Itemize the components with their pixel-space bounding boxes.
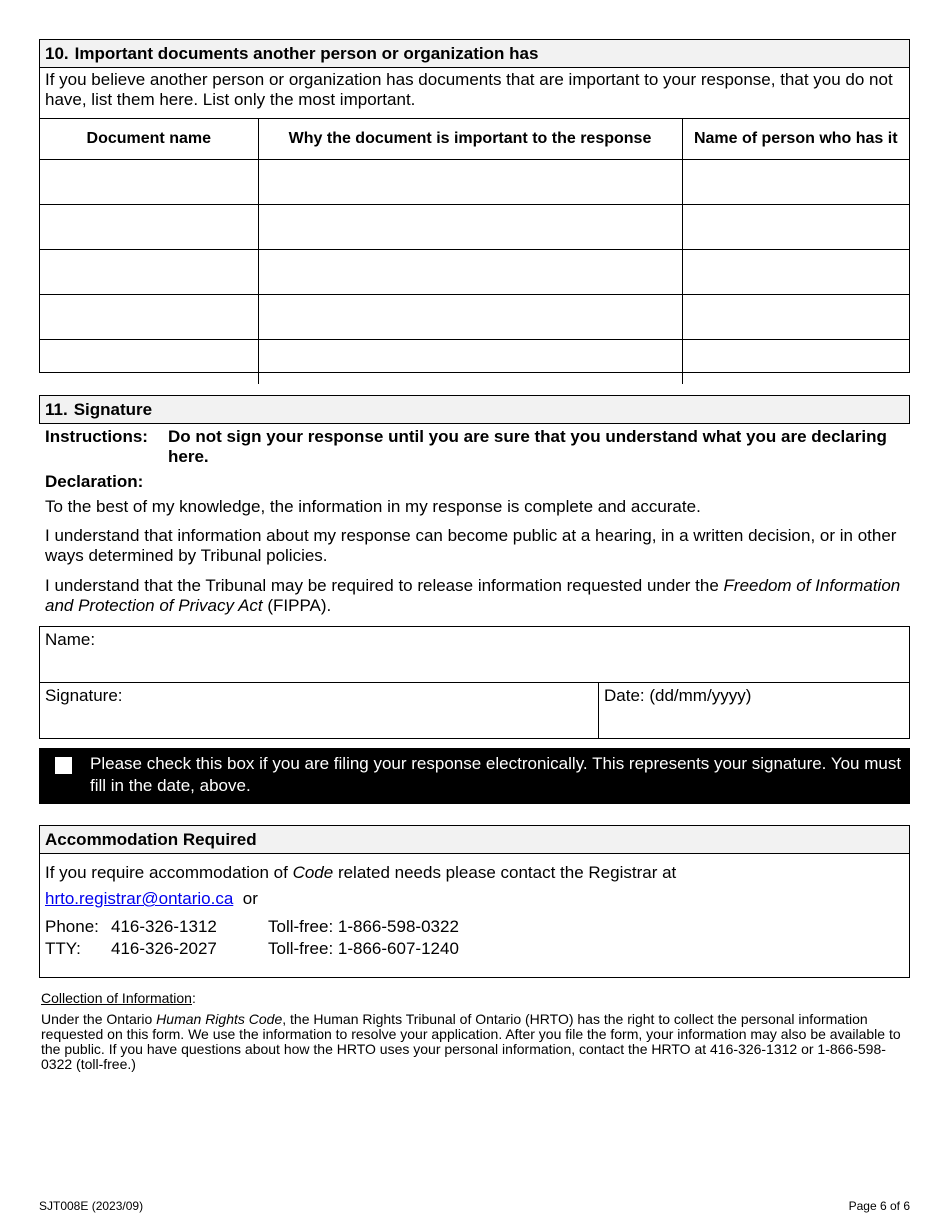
person-name-input[interactable] [684,251,909,293]
section-11-number: 11. [45,400,68,419]
instructions-label: Instructions: [45,427,148,446]
document-name-input[interactable] [41,296,257,338]
accommodation-section [39,825,910,978]
electronic-filing-bar [39,748,910,804]
column-header-why-important: Why the document is important to the response [258,119,682,160]
collection-title: Collection of Information [41,990,192,1006]
column-header-person-name: Name of person who has it [682,119,909,160]
why-important-input[interactable] [260,296,681,338]
document-name-input[interactable] [41,341,257,383]
section-10-number: 10. [45,44,69,63]
person-name-input[interactable] [684,206,909,248]
section-10-title: Important documents another person or organization has [74,44,539,63]
collection-of-information: Collection of Information: Under the Ontario Human Rights Code, the Human Rights Tribunal of Ontario (HRTO) has the right to collect the personal information requested on this form. We use the information to resolve your application. After you file the form, your information may also be available to the public. If you have questions about how the HRTO uses your personal information, contact the HRTO at 416-326-1312 or 1-866-598-0322 (toll-free.) [41,990,901,1072]
section-11-header [40,396,909,423]
tty-number: 416-326-2027 [111,939,217,958]
signature-label: Signature: [45,686,123,705]
table-row [40,340,909,385]
person-name-input[interactable] [684,161,909,203]
or-text: or [242,889,258,908]
section-11-title: Signature [73,400,153,419]
why-important-input[interactable] [260,161,681,203]
collection-text: Under the Ontario Human Rights Code, the Human Rights Tribunal of Ontario (HRTO) has the right to collect the personal information requested on this form. We use the information to resolve your application. After you file the form, your information may also be available to the public. If you have questions about how the HRTO uses your personal information, contact the HRTO at 416-326-1312 or 1-866-598-0322 (toll-free.) [41,1011,901,1072]
why-important-input[interactable] [260,341,681,383]
tty-label: TTY: [45,939,81,958]
phone-tollfree: Toll-free: 1-866-598-0322 [268,917,459,936]
accommodation-header: Accommodation Required [40,826,909,854]
instructions [45,427,905,467]
form-id: SJT008E (2023/09) [39,1199,144,1213]
table-row [40,250,909,295]
date-input[interactable] [599,683,909,738]
why-important-input[interactable] [260,206,681,248]
section-10-documents [39,39,910,373]
declaration-label: Declaration: [45,472,144,491]
declaration-para-3: I understand that the Tribunal may be required to release information requested under the Freedom of Information and Protection of Privacy Act (FIPPA). [45,576,901,615]
declaration-para-1: To the best of my knowledge, the information in my response is complete and accurate. [45,497,701,516]
signature-input[interactable] [40,683,598,738]
document-name-input[interactable] [41,161,257,203]
signature-box [39,626,910,739]
name-input[interactable] [40,627,909,682]
page-number: Page 6 of 6 [848,1199,910,1213]
why-important-input[interactable] [260,251,681,293]
table-row [40,205,909,250]
electronic-filing-checkbox[interactable] [55,757,72,774]
declaration-para-2: I understand that information about my response can become public at a hearing, in a written decision, or in other ways determined by Tribunal policies. [45,526,897,565]
signature-field [40,683,599,738]
instructions-text: Do not sign your response until you are sure that you understand what you are declaring here. [168,427,887,466]
documents-table-header-row [40,119,909,160]
person-name-input[interactable] [684,341,909,383]
date-label: Date: (dd/mm/yyyy) [604,686,752,705]
document-name-input[interactable] [41,206,257,248]
section-10-header [40,40,909,68]
tty-tollfree: Toll-free: 1-866-607-1240 [268,939,459,958]
section-11-signature [39,395,910,424]
phone-number: 416-326-1312 [111,917,217,936]
accommodation-body: If you require accommodation of Code related needs please contact the Registrar at hrto.registrar@ontario.ca or Phone: 416-326-1312 Toll-free: 1-866-598-0322 TTY: 416-326-2027 Toll-free: 1-866-607-1240 [40,854,909,970]
electronic-filing-text: Please check this box if you are filing your response electronically. This represents your signature. You must fill in the date, above. [90,754,902,795]
table-row [40,295,909,340]
section-10-intro: If you believe another person or organization has documents that are important to your response, that you do not have, list them here. List only the most important. [40,68,909,119]
name-field [40,627,909,683]
document-name-input[interactable] [41,251,257,293]
registrar-email-link[interactable]: hrto.registrar@ontario.ca [45,889,234,908]
table-row [40,160,909,205]
documents-table [40,119,909,384]
person-name-input[interactable] [684,296,909,338]
column-header-document-name: Document name [40,119,258,160]
phone-label: Phone: [45,917,99,936]
contact-numbers [45,916,904,960]
date-field [599,683,909,738]
name-label: Name: [45,630,96,649]
